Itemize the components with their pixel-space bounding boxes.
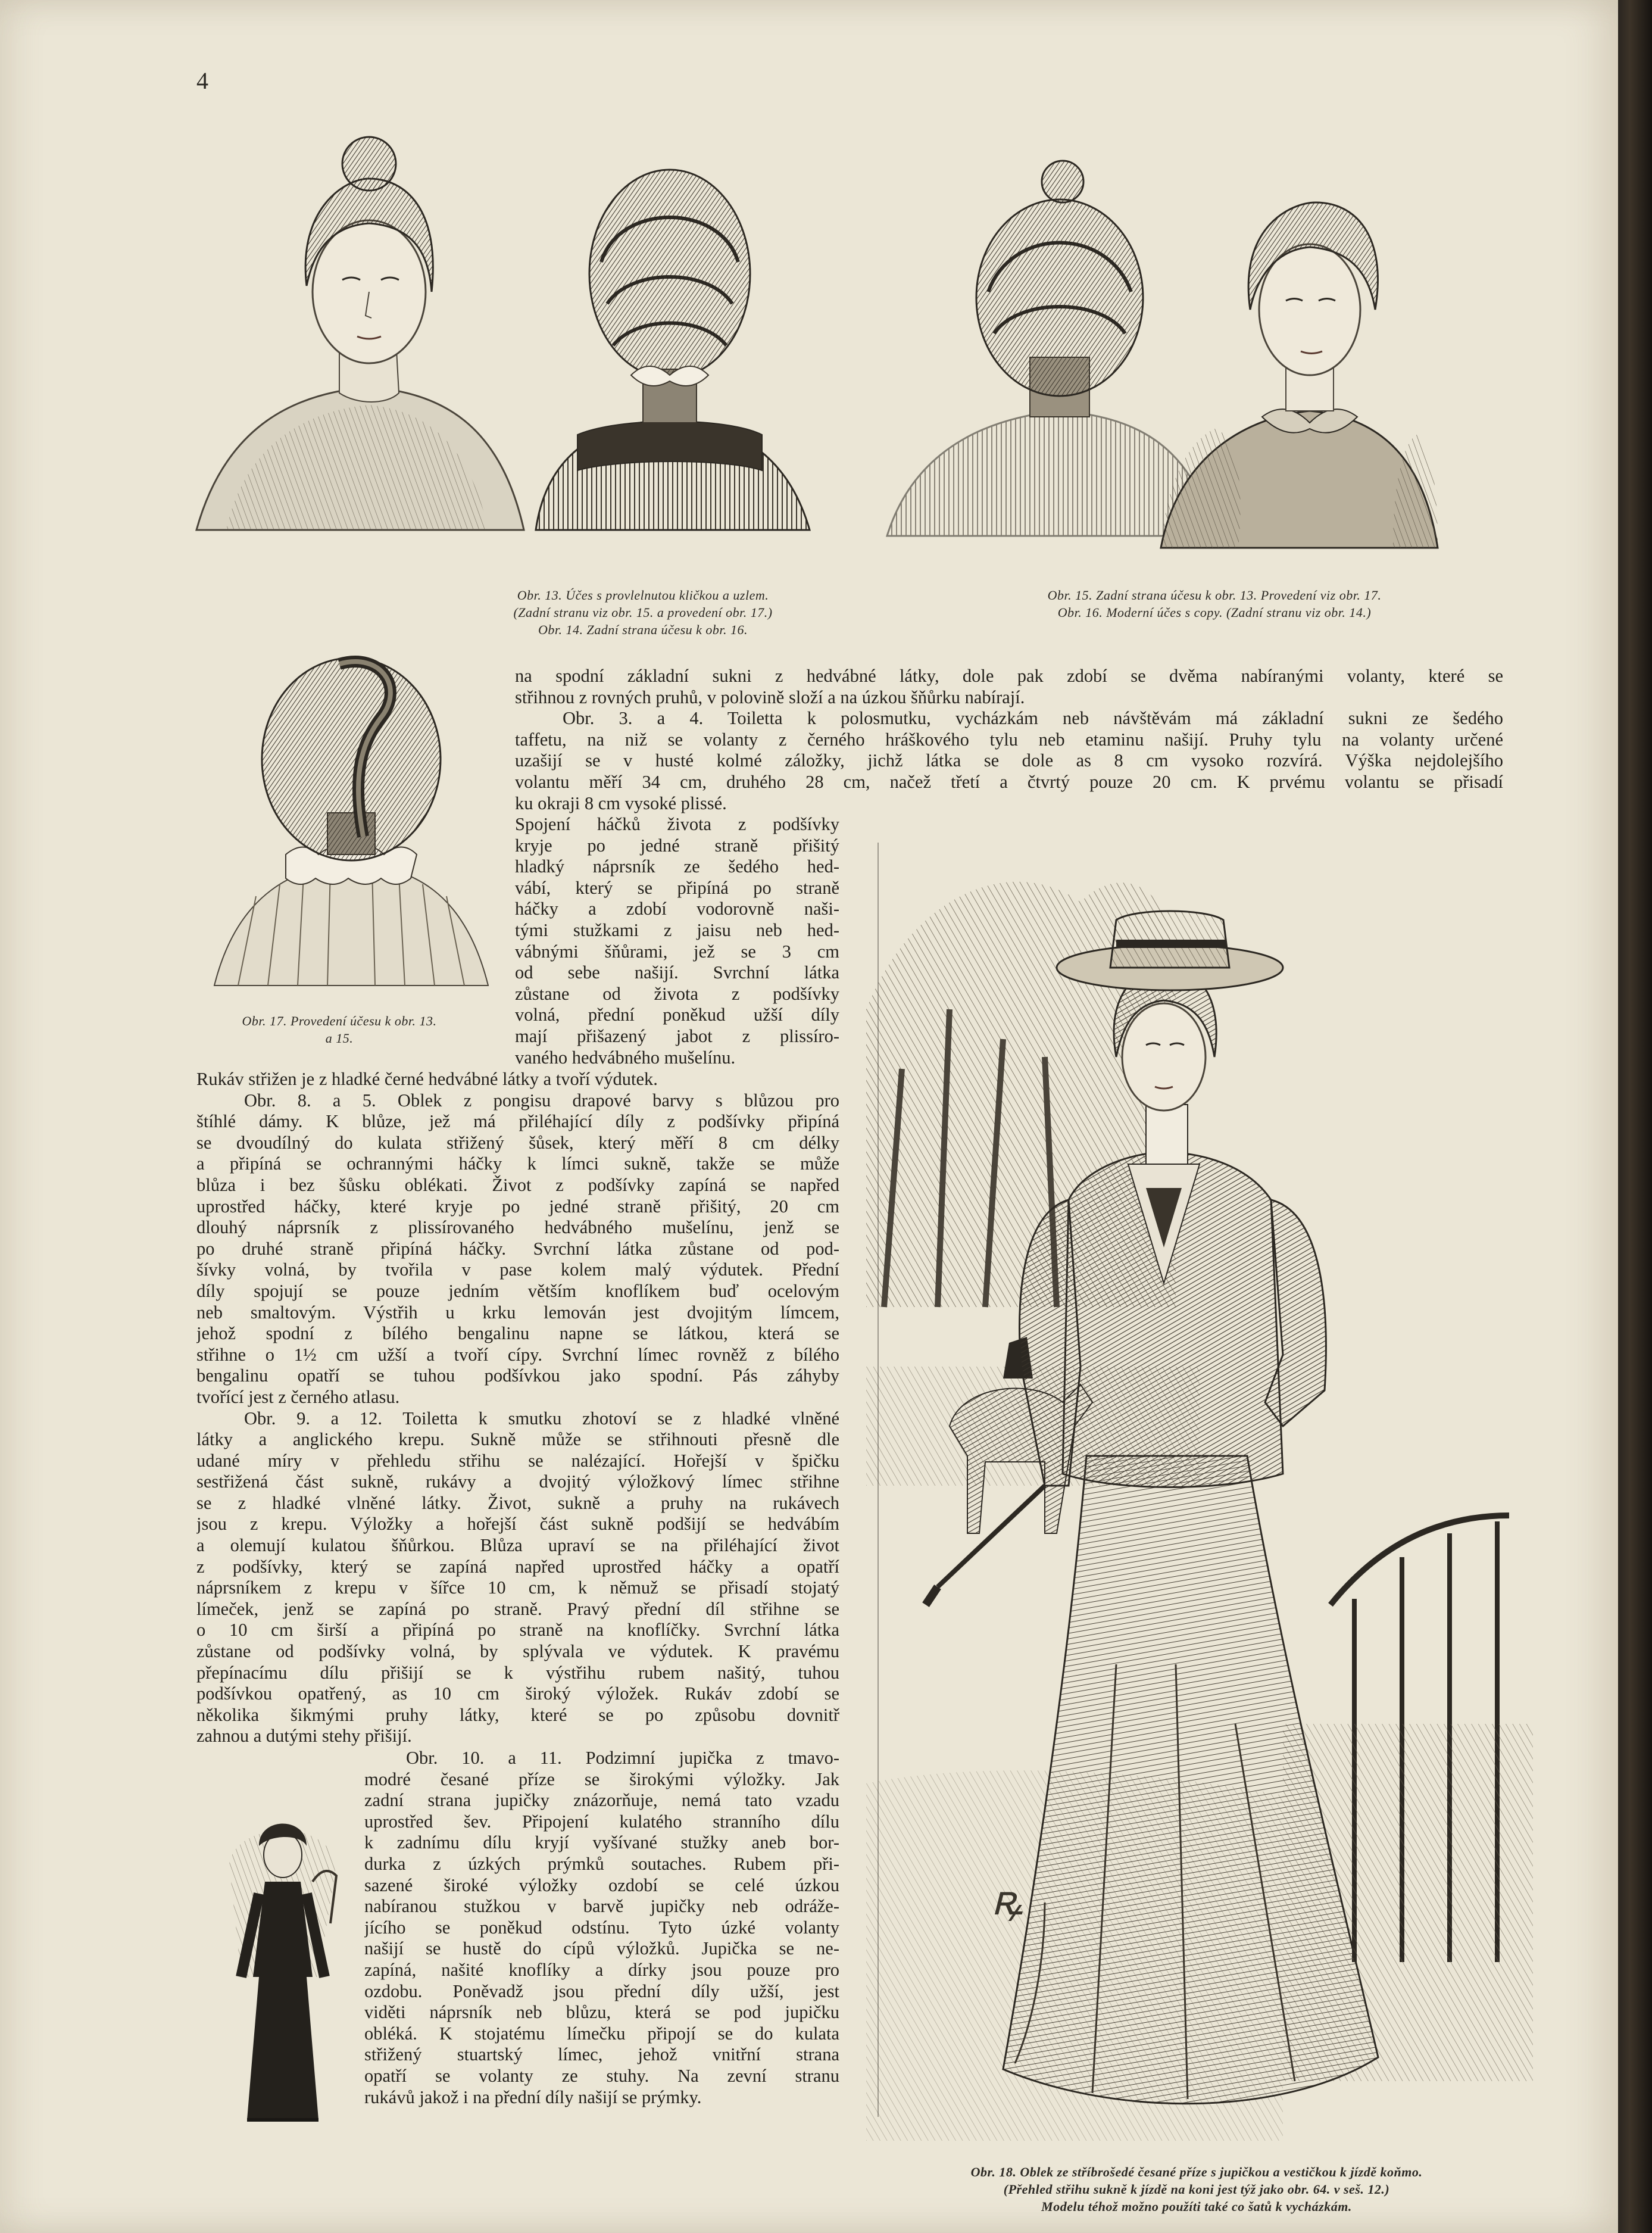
caption-figure-13-14: Obr. 13. Účes s provlelnutou kličkou a uzlem. (Zadní stranu viz obr. 15. a provedení obr. 17.) Obr. 14. Zadní strana účesu k obr. 16. <box>513 588 773 637</box>
artist-monogram: ꝶ <box>991 1876 1023 1925</box>
figure-15-16-hairstyles <box>881 155 1441 560</box>
engraving-heads-13-14 <box>191 113 857 566</box>
engraving-small-lady <box>217 1798 345 2132</box>
caption-figure-17: Obr. 17. Provedení účesu k obr. 13. a 15. <box>242 1013 437 1046</box>
figure-17-hairstyle <box>202 640 500 997</box>
text-block-middle: Rukáv střižen je z hladké černé hedvábné látky a tvoří výdutek. Obr. 8. a 5. Oblek z pongisu drapové barvy s blůzou pro štíhlé dámy. K blůze, jež má přiléhající díly z podšívky připíná se dvoudílný do kulata střižený šůsek, který měří 8 cm délky a připíná se ochrannými háčky k límci sukně, takže se může blůza i bez šůsku oblékati. Život z podšívky zapíná se napřed uprostřed háčky, které kryje po jedné straně přišitý, 20 cm dlouhý náprsník z plissírovaného hedvábného mušelínu, jenž se po druhé straně připíná háčky. Svrchní látka zůstane od pod- šívky volná, by tvořila v pase kolem malý výdutek. Přední díly spojují se pouze jedním větším knoflíkem buď ocelovým neb smaltovým. Výstřih u krku lemován jest dvojitým límcem, jehož spodní z bílého bengalinu napne se látkou, která se střihne o 1½ cm užší a tvoří cípy. Svrchní límec rovněž z bílého bengalinu opatří se tuhou podšívkou jako spodní. Pás záhyby tvořící jest z černého atlasu. Obr. 9. a 12. Toiletta k smutku zhotoví se z hladké vlněné látky a anglického krepu. Sukně může se střihnouti přesně dle udané míry v přehledu střihu se nalézající. Hořejší v špičku sestřižená část sukně, rukávy a dvojitý výložkový límec střihne se z hladké vlněné látky. Život, sukně a pruhy na rukávech jsou z krepu. Výložky a hořejší část sukně podšijí se hedvábím a olemují kulatou šňůrkou. Blůza upraví se na přiléhající život z podšívky, který se zapíná napřed uprostřed háčky a opatří náprsníkem z krepu v šířce 10 cm, k němuž se přisadí stojatý límeček, jenž se zapíná po straně. Pravý přední díl střihne se o 10 cm širší a připíná po straně na knoflíčky. Svrchní látka zůstane od podšívky volná, by splývala ve výdutek. K pravému přepínacímu dílu přišijí se k výstřihu rubem našitý, tuhou podšívkou opatřený, as 10 cm široký výložek. Rukáv zdobí se několika šikmými pruhy látky, které se po způsobu dovnitř zahnou a dutými stehy přišijí. <box>196 1069 839 1747</box>
engraving-riding-costume <box>866 831 1533 2141</box>
scan-edge-background <box>1618 0 1652 2233</box>
caption-figure-18: Obr. 18. Oblek ze stříbrošedé česané příze s jupičkou a vestičkou k jízdě koňmo. (Přehled střihu sukně k jízdě na koni jest týž jako obr. 64. v seš. 12.) Modelu téhož možno použíti také co šatů k vycházkám. <box>970 2165 1423 2214</box>
engraving-head-17 <box>202 640 500 997</box>
text-block-bottom: Obr. 10. a 11. Podzimní jupička z tmavo- modré česané příze se širokými výložky. Jak zadní strana jupičky znázorňuje, nemá tato vzadu uprostřed šev. Připojení kulatého stranního dílu k zadnímu dílu kryjí vyšívané stužky aneb bor- durka z úzkých prýmků soutaches. Rubem při- sazené široké výložky ozdobí se celé úzkou nabíranou stužkou v barvě jupičky neb odráže- jícího se poněkud odstínu. Tyto úzké volanty našijí se hustě do cípů výložků. Jupička se ne- zapíná, našité knoflíky a dírky jsou pouze pro ozdobu. Poněvadž jsou přední díly užší, jest viděti náprsník neb blůzu, která se pod jupičku obléká. K stojatému límečku připojí se do kulata střižený stuartský límec, jehož vnitřní strana opatří se volanty ze stuhy. Na zevní stranu rukávů jakož i na přední díly našijí se prýmky. <box>364 1748 839 2107</box>
figure-18-riding-costume <box>866 831 1533 2141</box>
caption-figure-15-16: Obr. 15. Zadní strana účesu k obr. 13. Provedení viz obr. 17. Obr. 16. Moderní účes s copy. (Zadní stranu viz obr. 14.) <box>1047 588 1382 620</box>
text-block-narrow: Spojení háčků života z podšívky kryje po jedné straně přišitý hladký náprsník ze šedého hed- vábí, který se připíná po straně háčky a zdobí vodorovně naši- tými stužkami z jaisu neb hed- vábnými šňůrami, jež se 3 cm od sebe našijí. Svrchní látka zůstane od života z podšívky volná, přední poněkud užší díly mají přišazený jabot z plissíro- vaného hedvábného mušelínu. <box>515 814 839 1068</box>
page-number: 4 <box>196 67 208 94</box>
engraving-heads-15-16 <box>881 155 1441 560</box>
figure-small-lady-in-black <box>217 1798 345 2132</box>
figure-13-14-hairstyles <box>191 113 857 566</box>
text-block-top: na spodní základní sukni z hedvábné látky, dole pak zdobí se dvěma nabíranými volanty, které se střihnou z rovných pruhů, v polovině složí a na úzkou šňůrku nabírají. Obr. 3. a 4. Toiletta k polosmutku, vycházkám neb návštěvám má základní sukni ze šedého taffetu, na niž se volanty z černého hráškového tylu neb etaminu našijí. Pruhy tylu na volanty určené uzašijí se v husté kolmé záložky, jichž látka se dole as 8 cm vysoko rozvírá. Výška nejdolejšího volantu měří 34 cm, druhého 28 cm, načež třetí a čtvrtý pouze 20 cm. K prvému volantu se přisadí ku okraji 8 cm vysoké plissé. <box>515 666 1503 813</box>
